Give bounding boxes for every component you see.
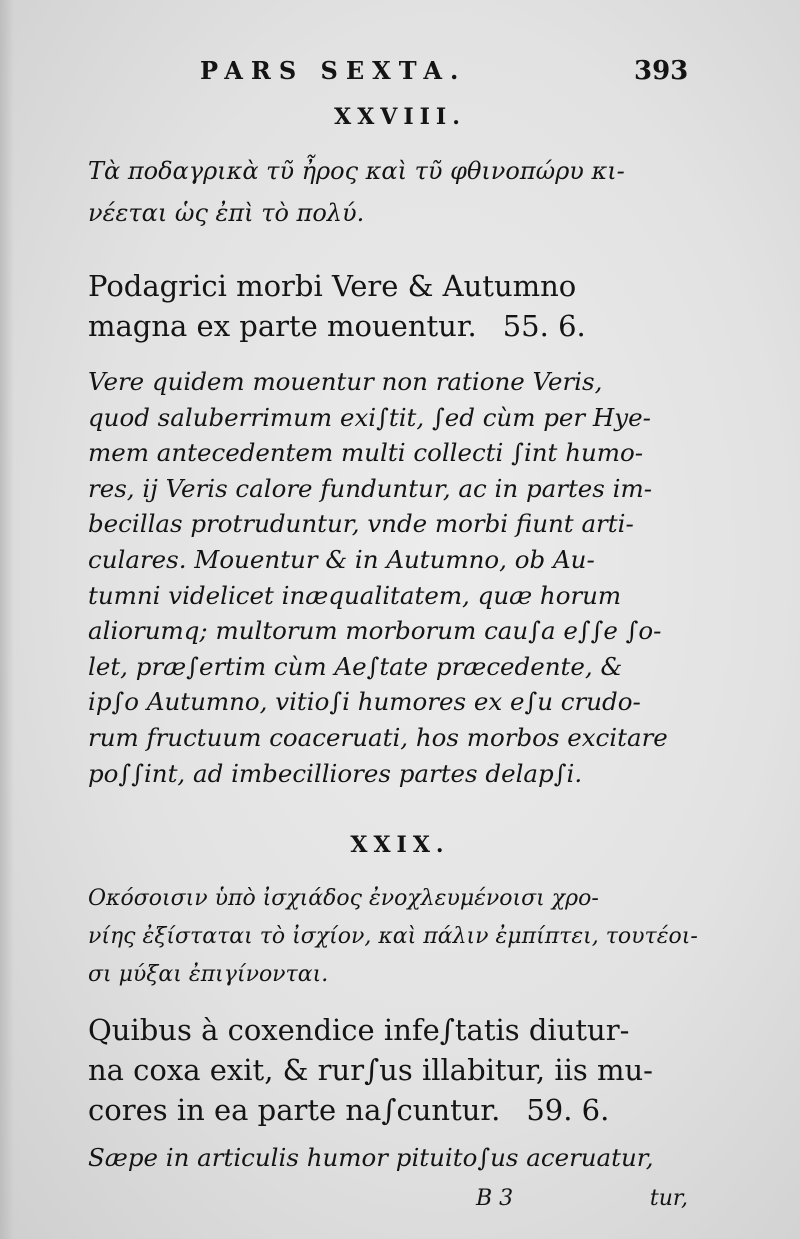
commentary-line: Vere quidem mouentur non ratione Veris, [88,367,603,396]
commentary-xxviii [88,364,688,791]
latin-aphorism-xxviii [88,266,688,346]
commentary-line: aliorumq; multorum morborum cau∫a e∫∫e ∫o- [88,616,662,646]
commentary-line: res, ij Veris calore funduntur, ac in partes im- [88,473,653,503]
section-number-xxix: XXIX. [350,832,450,858]
commentary-line: becillas protruduntur, vnde morbi fiunt arti- [88,509,634,539]
page-gutter-shadow [0,0,14,1239]
commentary-line: Sæpe in articulis humor pituito∫us aceruatur, [88,1143,654,1172]
commentary-line: mem antecedentem multi collecti ∫int humo- [88,438,644,468]
signature-mark: B 3 [476,1186,514,1211]
commentary-line: culares. Mouentur & in Autumno, ob Au- [88,544,595,574]
commentary-line: tumni videlicet inæqualitatem, quæ horum [88,580,622,610]
latin-line: magna ex parte mouentur. [88,309,477,343]
greek-aphorism-xxviii [88,150,688,234]
commentary-line: po∫∫int, ad imbecilliores partes delap∫i. [88,758,583,788]
latin-line: cores in ea parte na∫cuntur. [88,1093,501,1127]
latin-line: Quibus à coxendice infe∫tatis diutur- [88,1013,630,1047]
commentary-xxix [88,1140,688,1176]
latin-line: Podagrici morbi Vere & Autumno [88,269,577,303]
page-footer [88,1186,688,1226]
aphorism-reference: 55. 6. [502,309,586,343]
commentary-line: quod saluberrimum exi∫tit, ∫ed cùm per Hye- [88,402,651,432]
commentary-line: rum fructuum coaceruati, hos morbos excitare [88,722,668,752]
commentary-line: let, præ∫ertim cùm Ae∫tate præcedente, & [88,651,623,681]
greek-line: νέεται ὡς ἐπὶ τὸ πολύ. [88,199,365,227]
running-head: PARS SEXTA. [200,56,467,85]
greek-line: σι μύξαι ἐπιγίνονται. [88,962,329,987]
greek-line: Τὰ ποδαγρικὰ τῦ ἦρος καὶ τῦ φθινοπώρυ κι- [88,157,625,185]
aphorism-reference: 59. 6. [526,1093,610,1127]
page-number: 393 [634,56,689,86]
catchword: tur, [649,1186,688,1211]
greek-aphorism-xxix [88,880,698,994]
greek-line: Οκόσοισιν ὑπὸ ἰσχιάδος ἐνοχλευμένοισι χρο- [88,886,599,911]
latin-aphorism-xxix [88,1010,688,1130]
latin-line: na coxa exit, & rur∫us illabitur, iis mu- [88,1053,653,1087]
commentary-line: ip∫o Autumno, vitio∫i humores ex e∫u crudo- [88,687,641,717]
greek-line: νίης ἐξίσταται τὸ ἰσχίον, καὶ πάλιν ἐμπίπτει, τουτέοι- [88,924,698,949]
section-number-xxviii: XXVIII. [334,104,466,130]
